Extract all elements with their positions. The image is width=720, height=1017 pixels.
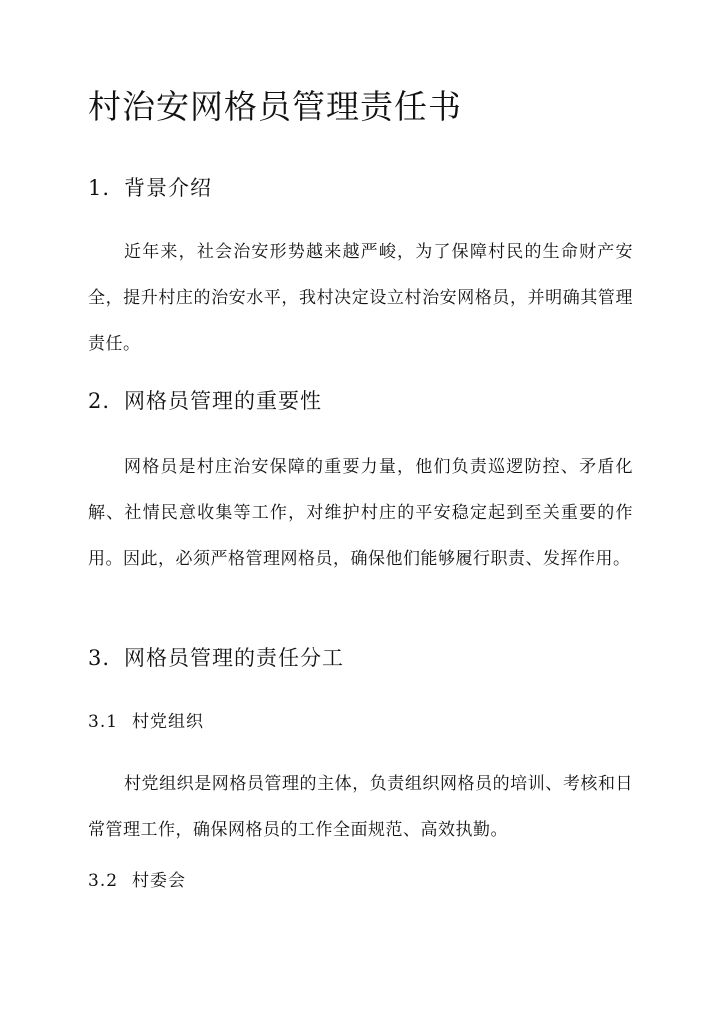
- section-title: 背景介绍: [124, 176, 213, 200]
- section-number: 3.: [88, 646, 111, 670]
- subsection-heading-village-committee: [88, 868, 186, 894]
- subsection-number: 3.2: [88, 871, 119, 891]
- section-title: 网格员管理的重要性: [124, 389, 323, 413]
- section-number: 2.: [88, 389, 111, 413]
- section-heading-background: [88, 173, 212, 203]
- subsection-number: 3.1: [88, 712, 119, 732]
- subsection-title: 村委会: [132, 871, 187, 891]
- section-number: 1.: [88, 176, 111, 200]
- subsection-paragraph-party-org: 村党组织是网格员管理的主体，负责组织网格员的培训、考核和日常管理工作，确保网格员的工作全面规范、高效执勤。: [88, 774, 633, 840]
- section-heading-responsibility: [88, 643, 344, 673]
- document-title: 村治安网格员管理责任书: [88, 87, 462, 126]
- section-heading-importance: [88, 386, 322, 416]
- section-paragraph-background: 近年来，社会治安形势越来越严峻，为了保障村民的生命财产安全，提升村庄的治安水平，我村决定设立村治安网格员，并明确其管理责任。: [88, 242, 633, 354]
- subsection-title: 村党组织: [132, 712, 205, 732]
- subsection-heading-party-org: [88, 709, 204, 735]
- section-paragraph-importance: 网格员是村庄治安保障的重要力量，他们负责巡逻防控、矛盾化解、社情民意收集等工作，对维护村庄的平安稳定起到至关重要的作用。因此，必须严格管理网格员，确保他们能够履行职责、发挥作用。: [88, 457, 633, 569]
- section-title: 网格员管理的责任分工: [124, 646, 345, 670]
